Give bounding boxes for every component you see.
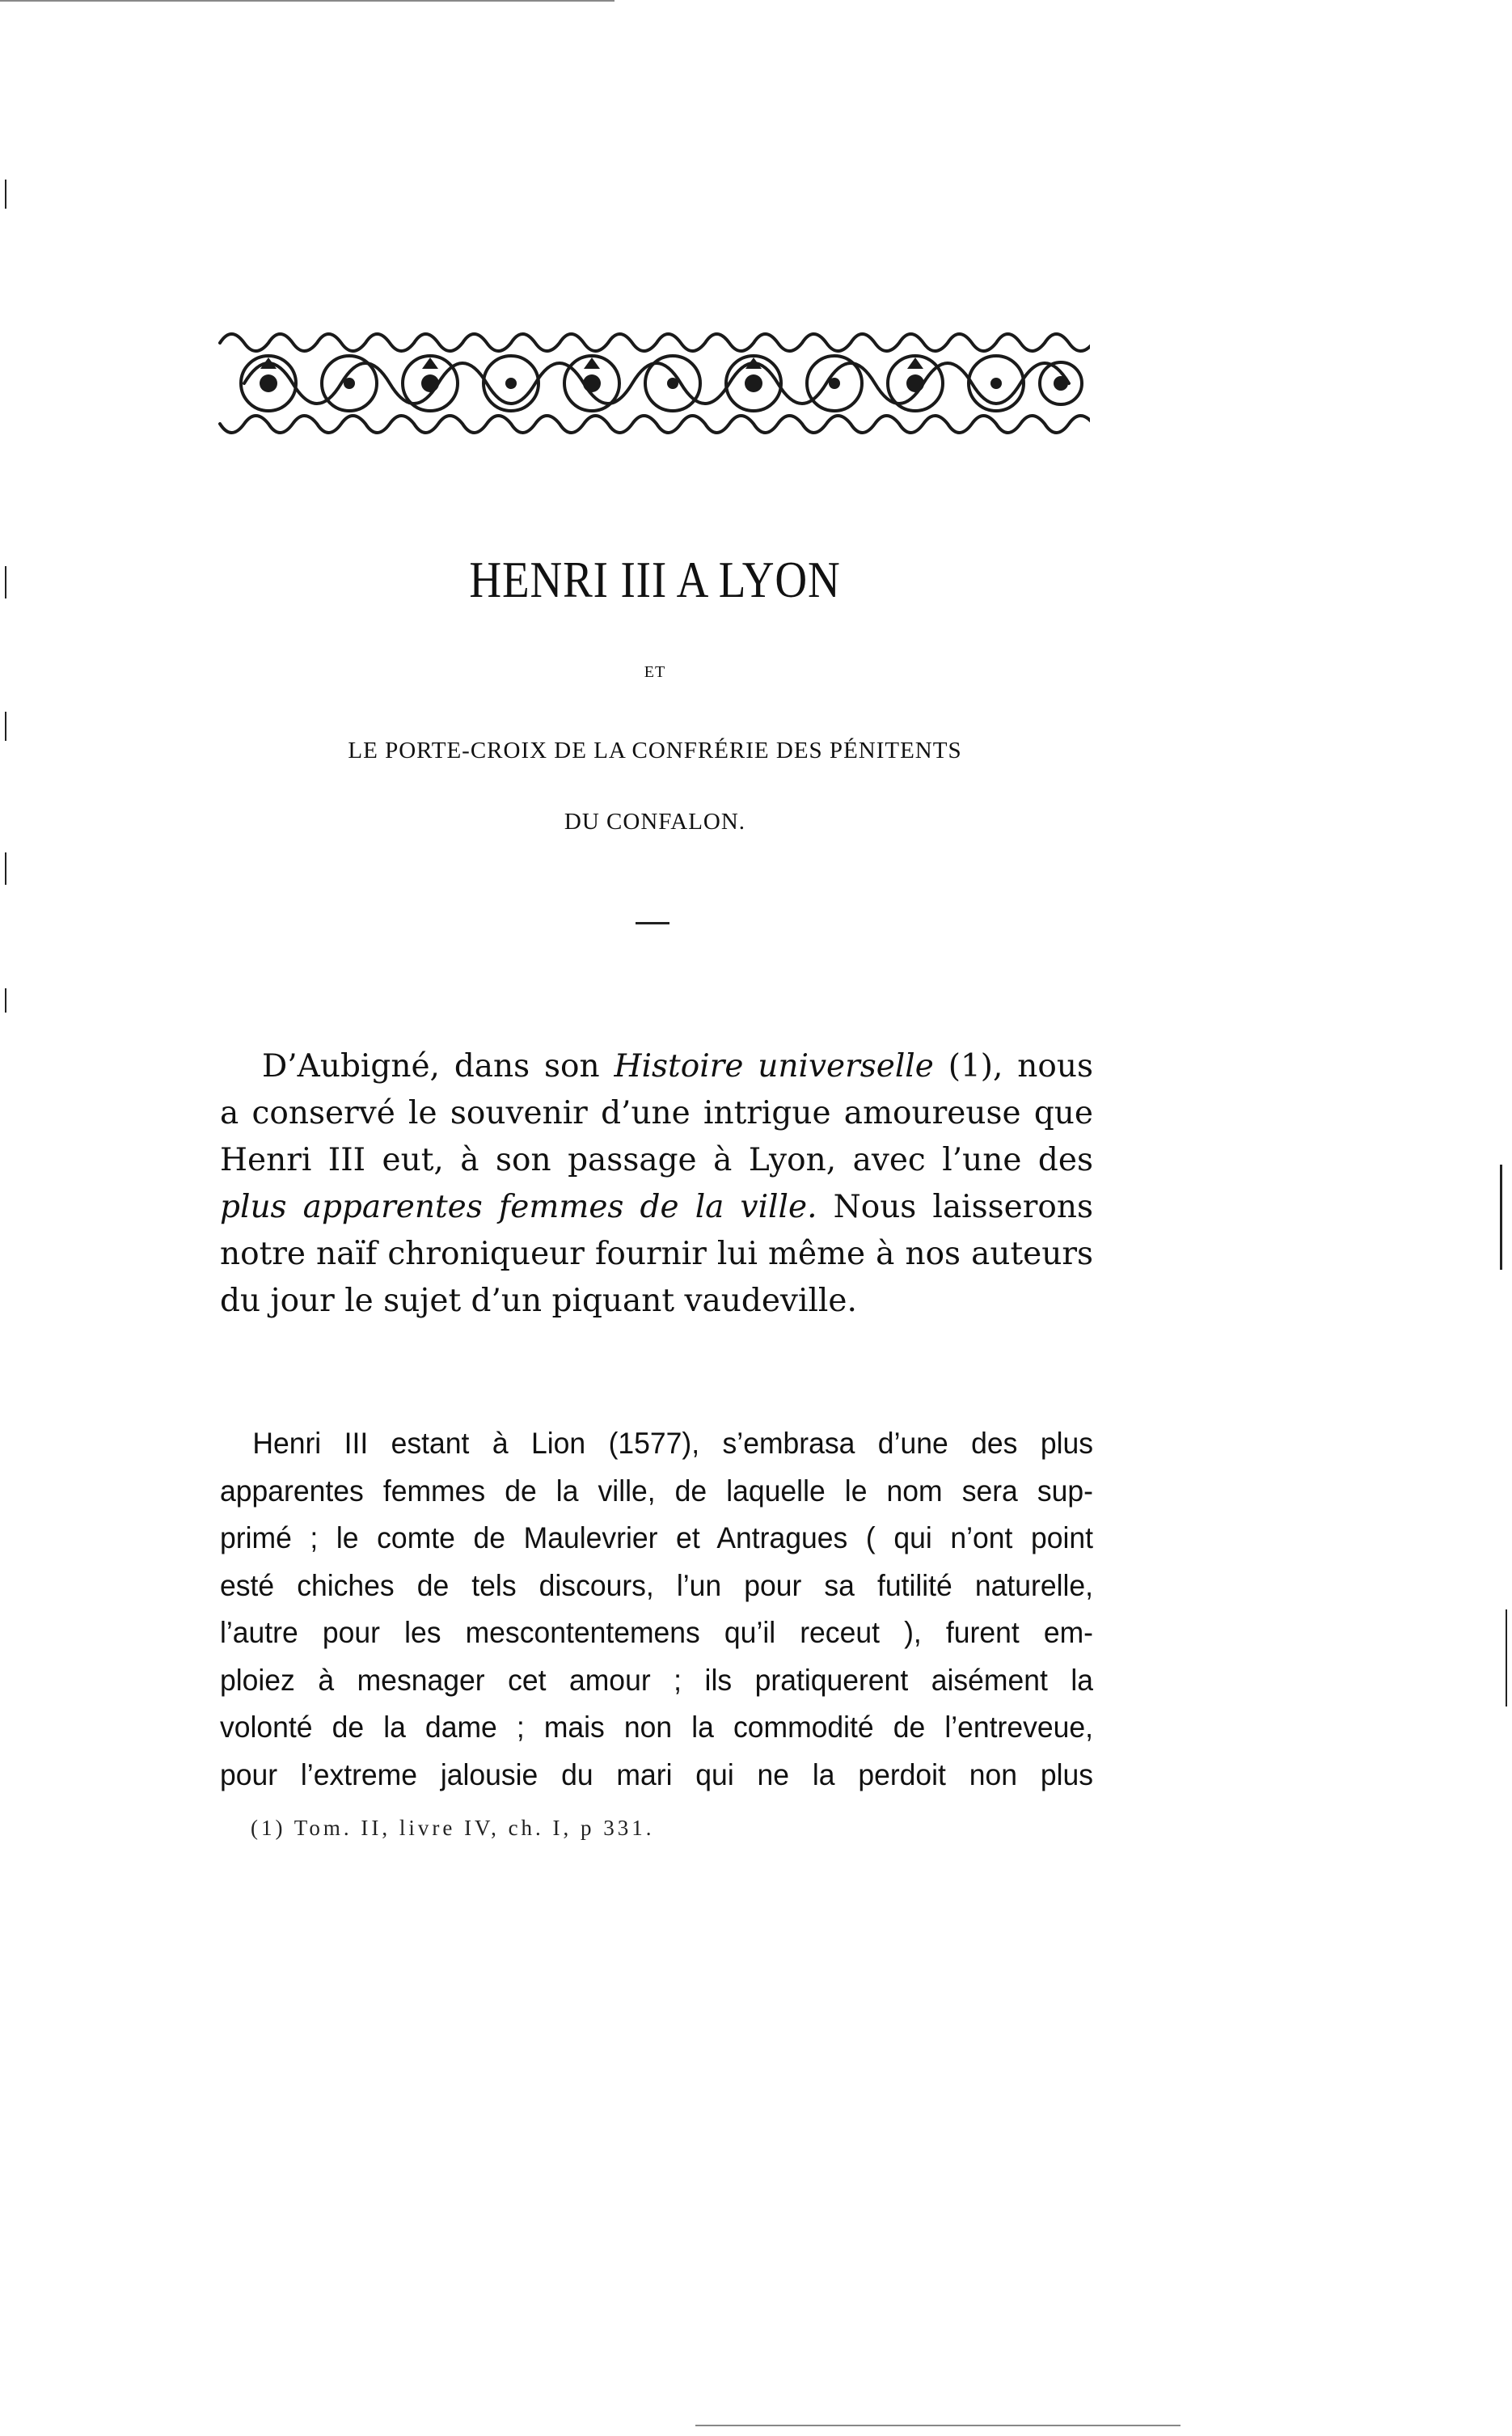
quote-line: ploiez à mesnager cet amour ; ils pratiquerent aisément la: [220, 1663, 1093, 1697]
title-conjunction: ET: [644, 663, 666, 681]
chapter-subtitle-line-1: LE PORTE-CROIX DE LA CONFRÉRIE DES PÉNITENTS: [348, 738, 962, 763]
quote-line: apparentes femmes de la ville, de laquelle le nom sera sup-: [220, 1474, 1093, 1508]
scan-mark: [5, 566, 6, 598]
quote-line: pour l’extreme jalousie du mari qui ne la perdoit non plus: [220, 1757, 1093, 1791]
quote-line: primé ; le comte de Maulevrier et Antragues ( qui n’ont point: [220, 1521, 1093, 1554]
intro-line: Henri III eut, à son passage à Lyon, avec l’une des: [220, 1142, 1093, 1178]
scan-mark: [1506, 1609, 1507, 1706]
scan-mark: [1500, 1165, 1502, 1270]
scan-mark: [5, 180, 6, 209]
scan-mark: [5, 988, 6, 1013]
intro-line: du jour le sujet d’un piquant vaudeville.: [220, 1283, 857, 1319]
chapter-title: HENRI III A LYON: [469, 551, 841, 608]
quote-line: esté chiches de tels discours, l’un pour sa futilité naturelle,: [220, 1568, 1093, 1602]
scan-mark: [5, 712, 6, 741]
footnote: (1) Tom. II, livre IV, ch. I, p 331.: [251, 1816, 655, 1840]
quote-line: volonté de la dame ; mais non la commodité de l’entreveue,: [220, 1711, 1093, 1744]
ornamental-headband: [212, 320, 1090, 442]
quote-line: Henri III estant à Lion (1577), s’embrasa d’une des plus: [252, 1427, 1093, 1460]
scan-mark: [5, 852, 6, 885]
intro-line: plus apparentes femmes de la ville. Nous laisserons: [220, 1189, 1093, 1225]
intro-line: a conservé le souvenir d’une intrigue amoureuse que: [220, 1095, 1093, 1131]
quote-line: l’autre pour les mescontentemens qu’il receut ), furent em-: [220, 1616, 1093, 1649]
scan-mark: [695, 2425, 1180, 2426]
section-rule: [636, 922, 669, 924]
intro-line: D’Aubigné, dans son Histoire universelle (1), nous: [262, 1048, 1093, 1085]
intro-paragraph: [220, 1043, 1093, 1325]
quoted-passage: [220, 1420, 1093, 1799]
scan-mark: [0, 0, 615, 2]
intro-line: notre naïf chroniqueur fournir lui même à nos auteurs: [220, 1236, 1093, 1272]
chapter-subtitle-line-2: DU CONFALON.: [564, 809, 746, 835]
